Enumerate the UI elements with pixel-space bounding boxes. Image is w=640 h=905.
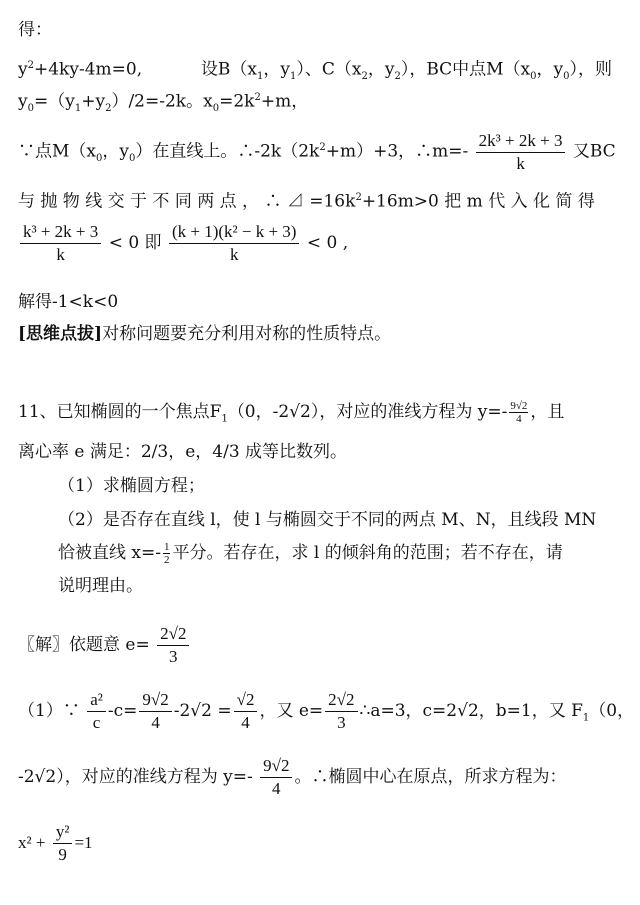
line-question-2-cont — [58, 538, 626, 568]
denominator: 4 — [241, 713, 250, 732]
text: +4ky-4m=0, — [33, 59, 143, 80]
subscript: 0 — [563, 71, 570, 83]
numerator: 9√2 — [260, 755, 292, 778]
text: 〖解〗依题意 e= — [18, 635, 150, 655]
text: ），BC中点M（x — [400, 59, 531, 80]
text: y — [18, 59, 28, 80]
fraction-directrix-2 — [260, 755, 292, 800]
text: 11、已知椭圆的一个焦点F — [18, 402, 222, 422]
text: -c= — [107, 701, 138, 721]
text: ∵点M（x — [18, 141, 96, 162]
line-question-1 — [58, 474, 626, 498]
numerator: 2√2 — [325, 689, 357, 712]
text: （1）∵ — [18, 701, 80, 721]
line-inequality — [18, 218, 626, 268]
denominator: 4 — [272, 779, 281, 798]
numerator: √2 — [234, 689, 258, 712]
denominator: 4 — [151, 713, 160, 732]
text: ，y — [536, 59, 564, 80]
text: =1 — [74, 833, 93, 852]
text: 又BC — [572, 141, 616, 162]
fraction-m — [476, 130, 566, 175]
text: （1）求椭圆方程； — [58, 476, 205, 496]
text: +m， — [260, 91, 309, 112]
text: （2）是否存在直线 l，使 l 与椭圆交于不同的两点 M、N，且线段 MN — [58, 510, 597, 530]
text: 说明理由。 — [58, 576, 143, 596]
text: ），则 — [569, 59, 612, 80]
line-substitution — [18, 54, 626, 89]
text: +16m>0 把 m 代 入 化 简 得 — [361, 191, 595, 212]
denominator: k — [516, 153, 525, 173]
text: ）、C（x — [296, 59, 362, 80]
text: =2k — [219, 91, 255, 112]
fraction-a2-over-c — [87, 689, 106, 734]
subscript: 1 — [289, 71, 297, 83]
text: +m）+3，∴m=- — [325, 141, 469, 162]
numerator: 9√2 — [510, 400, 528, 412]
subscript: 0 — [27, 103, 34, 115]
text: ，且 — [530, 402, 565, 422]
line-solution-1 — [18, 686, 635, 743]
text: （0， — [589, 701, 635, 721]
denominator: k — [229, 245, 239, 264]
subscript: 2 — [361, 71, 368, 83]
text: 与 抛 物 线 交 于 不 同 两 点 ， ∴ ⊿ =16k — [18, 191, 356, 212]
subscript: 1 — [74, 103, 82, 115]
line-solution-k — [18, 290, 626, 314]
denominator: 9 — [58, 845, 67, 864]
line-thinking-tip — [18, 322, 626, 346]
text: ，y — [263, 59, 290, 80]
subscript: 2 — [105, 103, 112, 115]
line-discriminant — [18, 186, 626, 214]
subscript: 1 — [257, 71, 264, 83]
text: -2√2 = — [173, 701, 232, 721]
subscript: 0 — [212, 103, 220, 115]
line-directrix — [18, 752, 626, 802]
numerator: k³ + 2k + 3 — [20, 221, 101, 244]
text: ）在直线上。∴-2k（2k — [135, 141, 320, 162]
line-midpoint — [18, 86, 626, 121]
numerator: 2k³ + 2k + 3 — [476, 130, 566, 153]
subscript: 0 — [128, 153, 136, 165]
line-ellipse-equation — [18, 818, 626, 868]
denominator: 4 — [516, 413, 522, 425]
text: （0，-2√2），对应的准线方程为 y=- — [227, 402, 508, 422]
numerator: (k + 1)(k² − k + 3) — [169, 221, 300, 244]
denominator: k — [56, 245, 65, 264]
fraction-inequality-2 — [169, 221, 300, 266]
fraction-inequality-1 — [20, 221, 101, 266]
subscript: 0 — [96, 153, 103, 165]
denominator: 2 — [163, 554, 170, 566]
text: < 0 , — [306, 233, 349, 253]
subscript: 1 — [221, 413, 228, 425]
fraction-y2-over-9 — [53, 821, 73, 866]
text: =（y — [33, 91, 75, 112]
line-solution-intro — [18, 620, 626, 670]
text: -2√2），对应的准线方程为 y=- — [18, 767, 253, 787]
text: ，y — [102, 141, 129, 162]
text: +y — [81, 91, 106, 112]
text: 解得-1<k<0 — [18, 292, 119, 312]
line-eccentricity — [18, 440, 626, 464]
fraction-directrix — [509, 400, 528, 425]
subscript: 1 — [582, 712, 590, 724]
fraction-root2-over-4 — [234, 689, 258, 734]
text: 恰被直线 x=- — [58, 543, 161, 563]
line-problem-11 — [18, 394, 626, 437]
denominator: 3 — [337, 713, 346, 732]
numerator: 1 — [163, 541, 170, 553]
line-de — [18, 18, 626, 42]
text: ）/2=-2k。x — [111, 91, 213, 112]
numerator: y² — [53, 821, 73, 844]
line-question-2-end — [58, 574, 626, 598]
text: 离心率 e 满足：2/3，e，4/3 成等比数列。 — [18, 442, 348, 462]
text: ，又 e= — [259, 701, 324, 721]
denominator: 3 — [169, 647, 178, 666]
superscript: 2 — [355, 192, 362, 203]
subscript: 0 — [530, 71, 537, 83]
text: x² + — [18, 833, 46, 852]
line-question-2 — [58, 508, 626, 532]
superscript: 2 — [319, 142, 326, 153]
text: 设B（x — [200, 59, 257, 80]
text: ∴a=3，c=2√2，b=1，又 F — [359, 701, 583, 721]
denominator: c — [92, 713, 101, 732]
text: 平分。若存在，求 l 的倾斜角的范围；若不存在，请 — [172, 543, 563, 563]
numerator: 2√2 — [157, 623, 189, 646]
numerator: a² — [87, 689, 106, 712]
text: 。∴椭圆中心在原点，所求方程为： — [294, 767, 567, 787]
superscript: 2 — [254, 92, 261, 103]
superscript: 2 — [27, 60, 34, 71]
line-m-value — [18, 124, 626, 183]
text: < 0 即 — [108, 233, 162, 253]
numerator: 9√2 — [139, 689, 171, 712]
text: ，y — [367, 59, 395, 80]
fraction-e-value — [325, 689, 357, 734]
text: y — [18, 91, 28, 112]
fraction-9root2-over-4 — [139, 689, 171, 734]
tip-label: [思维点拔] — [18, 324, 103, 344]
subscript: 2 — [394, 71, 401, 83]
fraction-e — [157, 623, 189, 668]
text: 得： — [18, 20, 52, 40]
text: 对称问题要充分利用对称的性质特点。 — [102, 324, 392, 344]
fraction-half — [163, 541, 171, 566]
